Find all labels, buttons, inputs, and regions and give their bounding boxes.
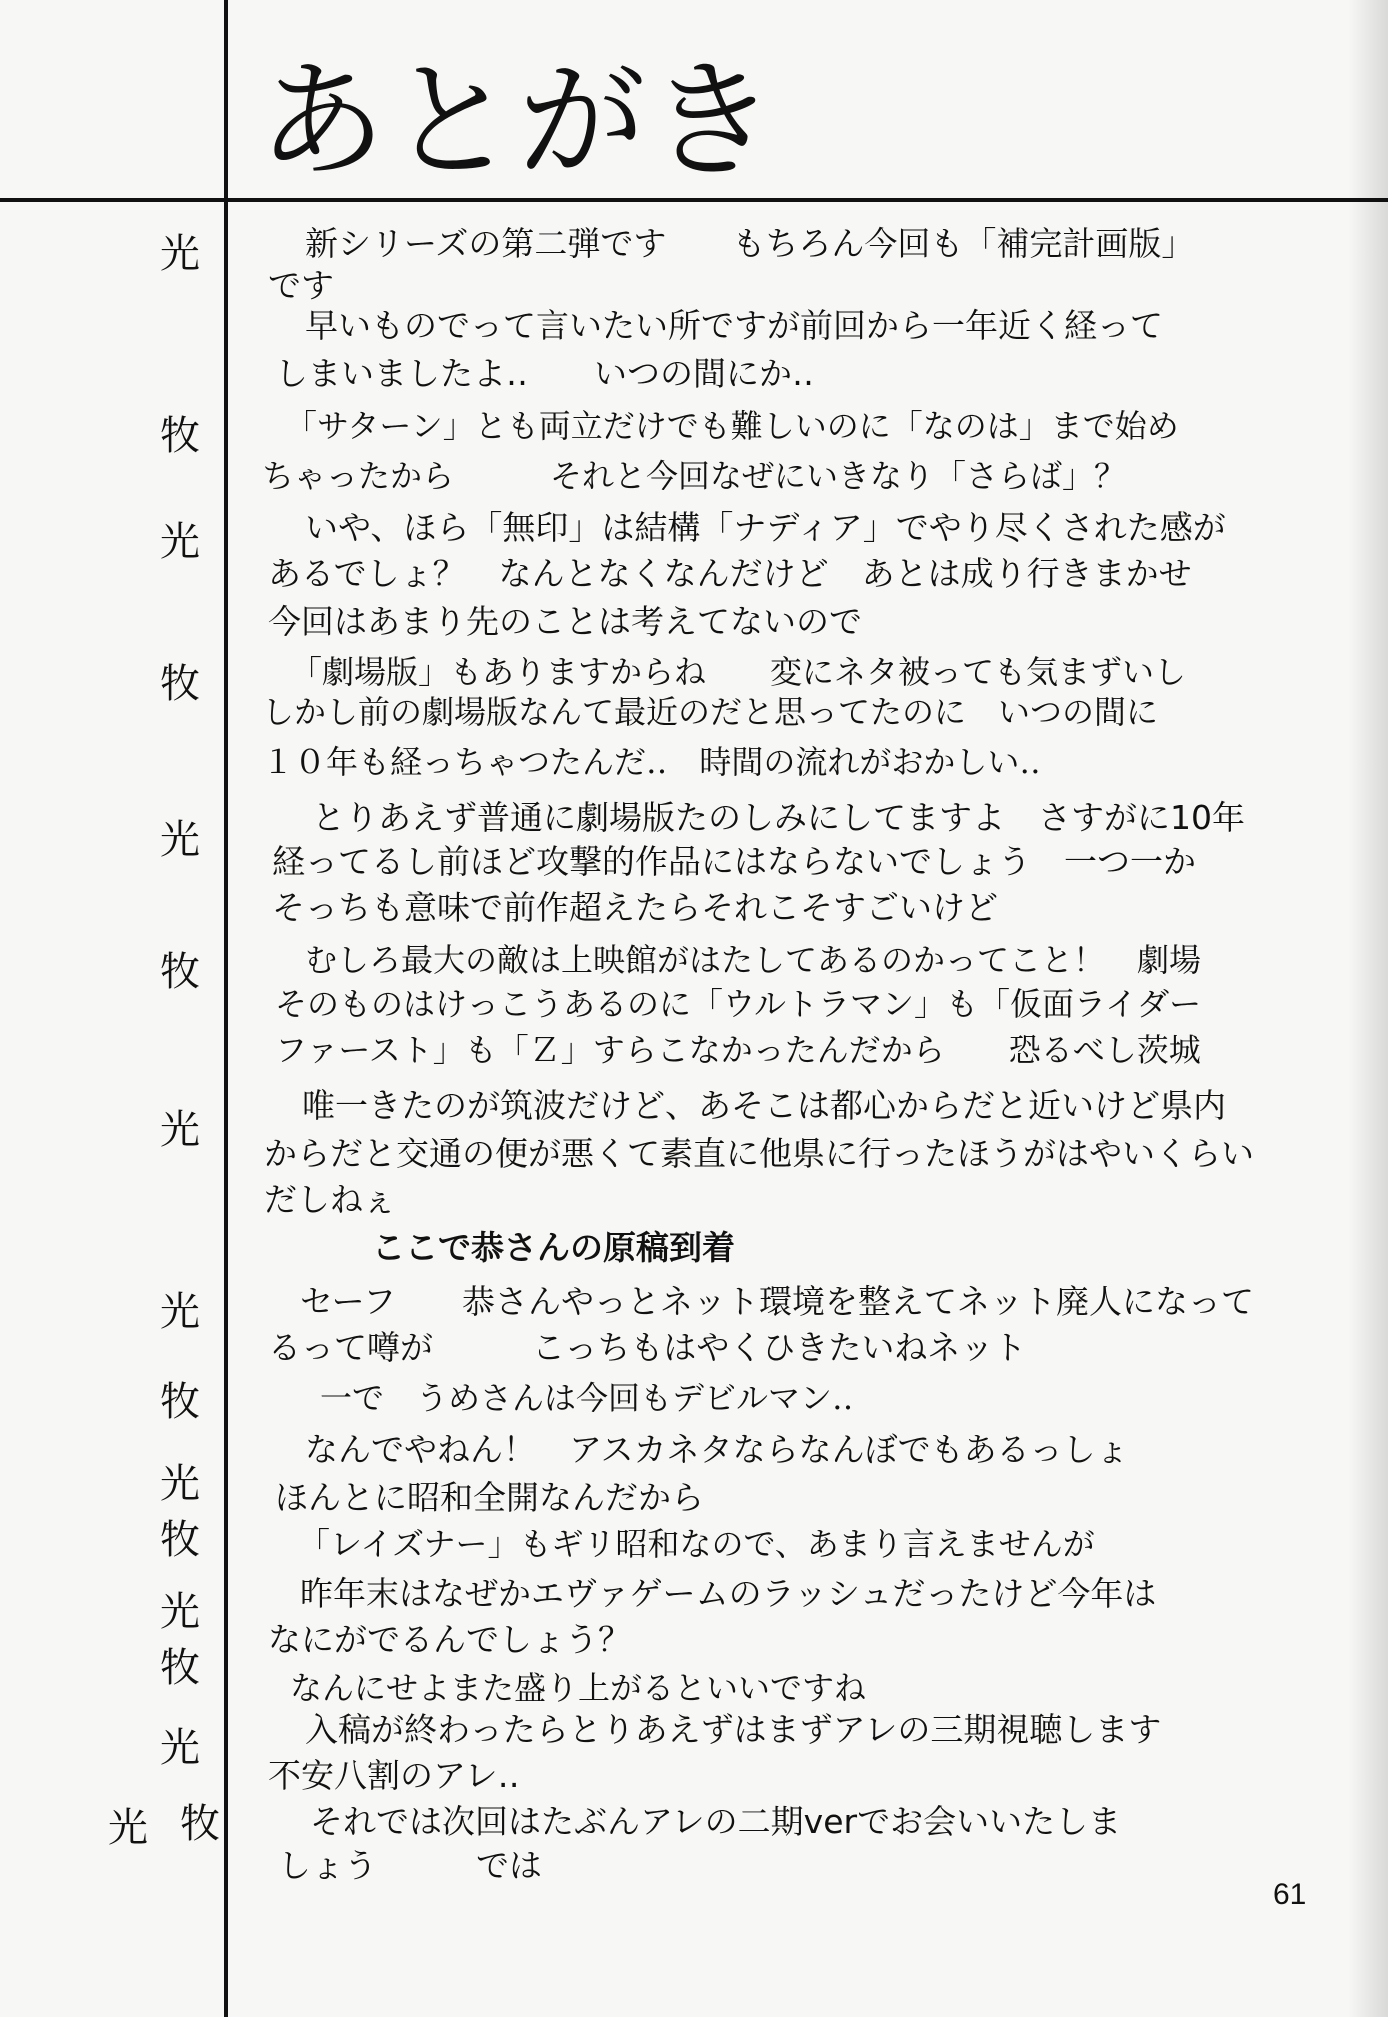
dialogue-line: なんにせよまた盛り上がるといいですね bbox=[290, 1669, 867, 1707]
horizontal-rule bbox=[0, 198, 1388, 202]
speaker-label: 牧 bbox=[180, 1801, 220, 1847]
dialogue-line: そっちも意味で前作超えたらそれこそすごいけど bbox=[272, 888, 998, 927]
dialogue-line: そのものはけっこうあるのに「ウルトラマン」も「仮面ライダー bbox=[275, 985, 1202, 1023]
dialogue-line: からだと交通の便が悪くて素直に他県に行ったほうがはやいくらい bbox=[264, 1134, 1254, 1173]
manuscript-arrival-note: ここで恭さんの原稿到着 bbox=[372, 1228, 735, 1267]
dialogue-line: 新シリーズの第二弾です もちろん今回も「補完計画版」 bbox=[305, 224, 1195, 263]
page-number: 61 bbox=[1273, 1878, 1307, 1911]
dialogue-line: あるでしょ？ なんとなくなんだけど あとは成り行きまかせ bbox=[268, 554, 1192, 593]
dialogue-line: 昨年末はなぜかエヴァゲームのラッシュだったけど今年は bbox=[300, 1574, 1157, 1613]
speaker-label: 光 bbox=[160, 1725, 200, 1771]
dialogue-line: 「サターン」とも両立だけでも難しいのに「なのは」まで始め bbox=[285, 407, 1179, 445]
dialogue-line: だしねぇ bbox=[264, 1180, 396, 1219]
dialogue-line: 不安八割のアレ‥ bbox=[268, 1756, 520, 1795]
dialogue-line: ファースト」も「Ｚ」すらこなかったんだから 恐るべし茨城 bbox=[275, 1031, 1201, 1069]
speaker-label: 牧 bbox=[160, 1379, 200, 1425]
speaker-label: 光 bbox=[160, 1461, 200, 1507]
dialogue-line: ほんとに昭和全開なんだから bbox=[275, 1478, 704, 1517]
dialogue-line: 「レイズナー」もギリ昭和なので、あまり言えませんが bbox=[298, 1525, 1095, 1563]
dialogue-line: しょう では bbox=[278, 1846, 542, 1885]
dialogue-line: むしろ最大の敵は上映館がはたしてあるのかってこと！ 劇場 bbox=[305, 941, 1202, 979]
dialogue-line: るって噂が こっちもはやくひきたいねネット bbox=[268, 1328, 1027, 1367]
speaker-label: 光 bbox=[160, 519, 200, 565]
dialogue-line: 入稿が終わったらとりあえずはまずアレの三期視聴します bbox=[305, 1710, 1162, 1749]
dialogue-line: 「劇場版」もありますからね 変にネタ被っても気まずいし bbox=[290, 653, 1187, 691]
dialogue-line: なんでやねん！ アスカネタならなんぼでもあるっしょ bbox=[305, 1430, 1129, 1469]
speaker-label: 光 bbox=[160, 1289, 200, 1335]
dialogue-line: しかし前の劇場版なんて最近のだと思ってたのに いつの間に bbox=[262, 693, 1159, 731]
speaker-label: 牧 bbox=[160, 1645, 200, 1691]
speaker-label: 牧 bbox=[160, 949, 200, 995]
dialogue-line: ちゃったから それと今回なぜにいきなり「さらば」？ bbox=[262, 457, 1127, 495]
dialogue-line: とりあえず普通に劇場版たのしみにしてますよ さすがに10年 bbox=[312, 798, 1245, 837]
dialogue-line: セーフ 恭さんやっとネット環境を整えてネット廃人になって bbox=[300, 1282, 1255, 1321]
speaker-label: 光 bbox=[160, 1107, 200, 1153]
page-edge-shadow bbox=[1348, 0, 1388, 2017]
dialogue-line: 早いものでって言いたい所ですが前回から一年近く経って bbox=[305, 306, 1163, 345]
dialogue-line: それでは次回はたぶんアレの二期verでお会いいたしま bbox=[310, 1802, 1122, 1841]
dialogue-line: 唯一きたのが筑波だけど、あそこは都心からだと近いけど県内 bbox=[302, 1086, 1226, 1125]
speaker-label: 光 bbox=[160, 231, 200, 277]
dialogue-line: です bbox=[268, 266, 334, 305]
speaker-label: 光 bbox=[108, 1805, 148, 1851]
speaker-label: 牧 bbox=[160, 1517, 200, 1563]
speaker-label: 牧 bbox=[160, 661, 200, 707]
speaker-label: 光 bbox=[160, 817, 200, 863]
dialogue-line: 今回はあまり先のことは考えてないので bbox=[268, 602, 862, 641]
speaker-label: 光 bbox=[160, 1589, 200, 1635]
dialogue-line: いや、ほら「無印」は結構「ナディア」でやり尽くされた感が bbox=[305, 508, 1226, 547]
dialogue-line: しまいましたよ‥ いつの間にか‥ bbox=[275, 354, 815, 393]
page-title: あとがき bbox=[258, 47, 779, 196]
vertical-rule bbox=[224, 0, 228, 2017]
dialogue-line: 経ってるし前ほど攻撃的作品にはならないでしょう 一つ一か bbox=[272, 842, 1196, 881]
dialogue-line: なにがでるんでしょう？ bbox=[268, 1620, 631, 1659]
dialogue-line: １０年も経っちゃつたんだ‥ 時間の流れがおかしい‥ bbox=[262, 743, 1041, 781]
dialogue-line: 一で うめさんは今回もデビルマン‥ bbox=[320, 1379, 854, 1417]
speaker-label: 牧 bbox=[160, 413, 200, 459]
